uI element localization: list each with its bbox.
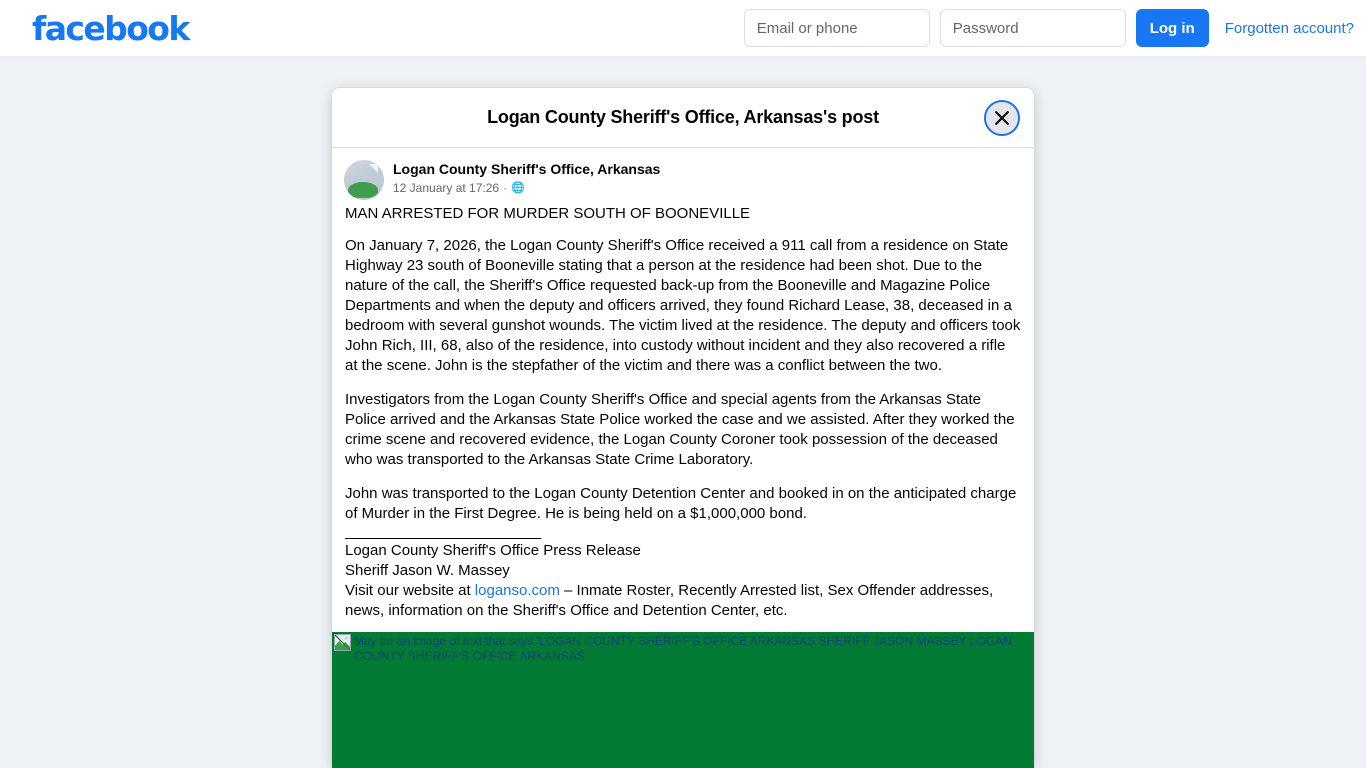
press-release-line: Logan County Sheriff's Office Press Release (345, 542, 641, 559)
close-icon[interactable] (984, 100, 1020, 136)
post-paragraph-2: Investigators from the Logan County Sheriff's Office and special agents from the Arkansas State Police arrived and the Arkansas State Police worked the case and we assisted. After they worked the crime scene and recovered evidence, the Logan County Coroner took possession of the deceased who was transported to the Arkansas State Crime Laboratory. (345, 391, 1015, 468)
signature-divider (345, 538, 541, 539)
loganso-link[interactable]: loganso.com (474, 582, 560, 599)
globe-icon: 🌐 (511, 182, 525, 194)
email-or-phone-input[interactable] (744, 9, 930, 47)
broken-image-icon (334, 634, 351, 651)
password-input[interactable] (940, 9, 1126, 47)
forgotten-account-link[interactable]: Forgotten account? (1224, 19, 1354, 37)
post-image-attachment[interactable] (332, 632, 1034, 768)
sheriff-name-line: Sheriff Jason W. Massey (345, 562, 510, 579)
top-bar-divider (0, 56, 1366, 62)
log-in-button[interactable]: Log in (1136, 9, 1209, 47)
post-paragraph-3: John was transported to the Logan County Detention Center and booked in on the anticipated charge of Murder in the First Degree. He is being held on a $1,000,000 bond. (345, 485, 1017, 522)
dialog-header (332, 88, 1034, 148)
website-line-prefix: Visit our website at (345, 582, 475, 599)
post-dialog (332, 88, 1034, 768)
page-name[interactable]: Logan County Sheriff's Office, Arkansas (393, 161, 661, 177)
post-timestamp[interactable]: 12 January at 17:26 (393, 181, 500, 195)
post-paragraph-1: On January 7, 2026, the Logan County Sheriff's Office received a 911 call from a residence on State Highway 23 south of Booneville stating that a person at the residence had been shot. Due to the nature of the call, the Sheriff's Office requested back-up from the Booneville and Magazine Police Departments and when the deputy and officers arrived, they found Richard Lease, 38, deceased in a bedroom with several gunshot wounds. The victim lived at the residence. The deputy and officers took John Rich, III, 68, also of the residence, into custody without incident and they also recovered a rifle at the scene. John is the stepfather of the victim and there was a conflict between the two. (345, 237, 1021, 374)
avatar[interactable] (344, 160, 384, 200)
post-container (332, 148, 1034, 621)
post-author-row (344, 160, 1022, 204)
signature-block (345, 538, 1021, 621)
post-headline: MAN ARRESTED FOR MURDER SOUTH OF BOONEVILLE (345, 205, 751, 222)
website-line-suffix: – Inmate Roster, Recently Arrested list, Sex Offender addresses, news, information on the Sheriff's Office and Detention Center, etc. (345, 582, 994, 619)
website-line (345, 581, 1021, 621)
login-form (744, 9, 1354, 47)
meta-separator: · (503, 181, 508, 195)
post-meta (393, 180, 660, 197)
facebook-top-bar (0, 0, 1366, 56)
image-alt-text: May be an image of text that says 'LOGAN COUNTY SHERIFF'S OFFICE ARKANSAS SHERIFF JASON MASSEY LOGAN COUNTY SHERIFF'S OFFICE ARKANSAS' (354, 634, 1012, 663)
dialog-title: Logan County Sheriff's Office, Arkansas's post (487, 107, 879, 127)
facebook-logo[interactable]: facebook (32, 9, 189, 48)
post-text (344, 204, 1022, 621)
